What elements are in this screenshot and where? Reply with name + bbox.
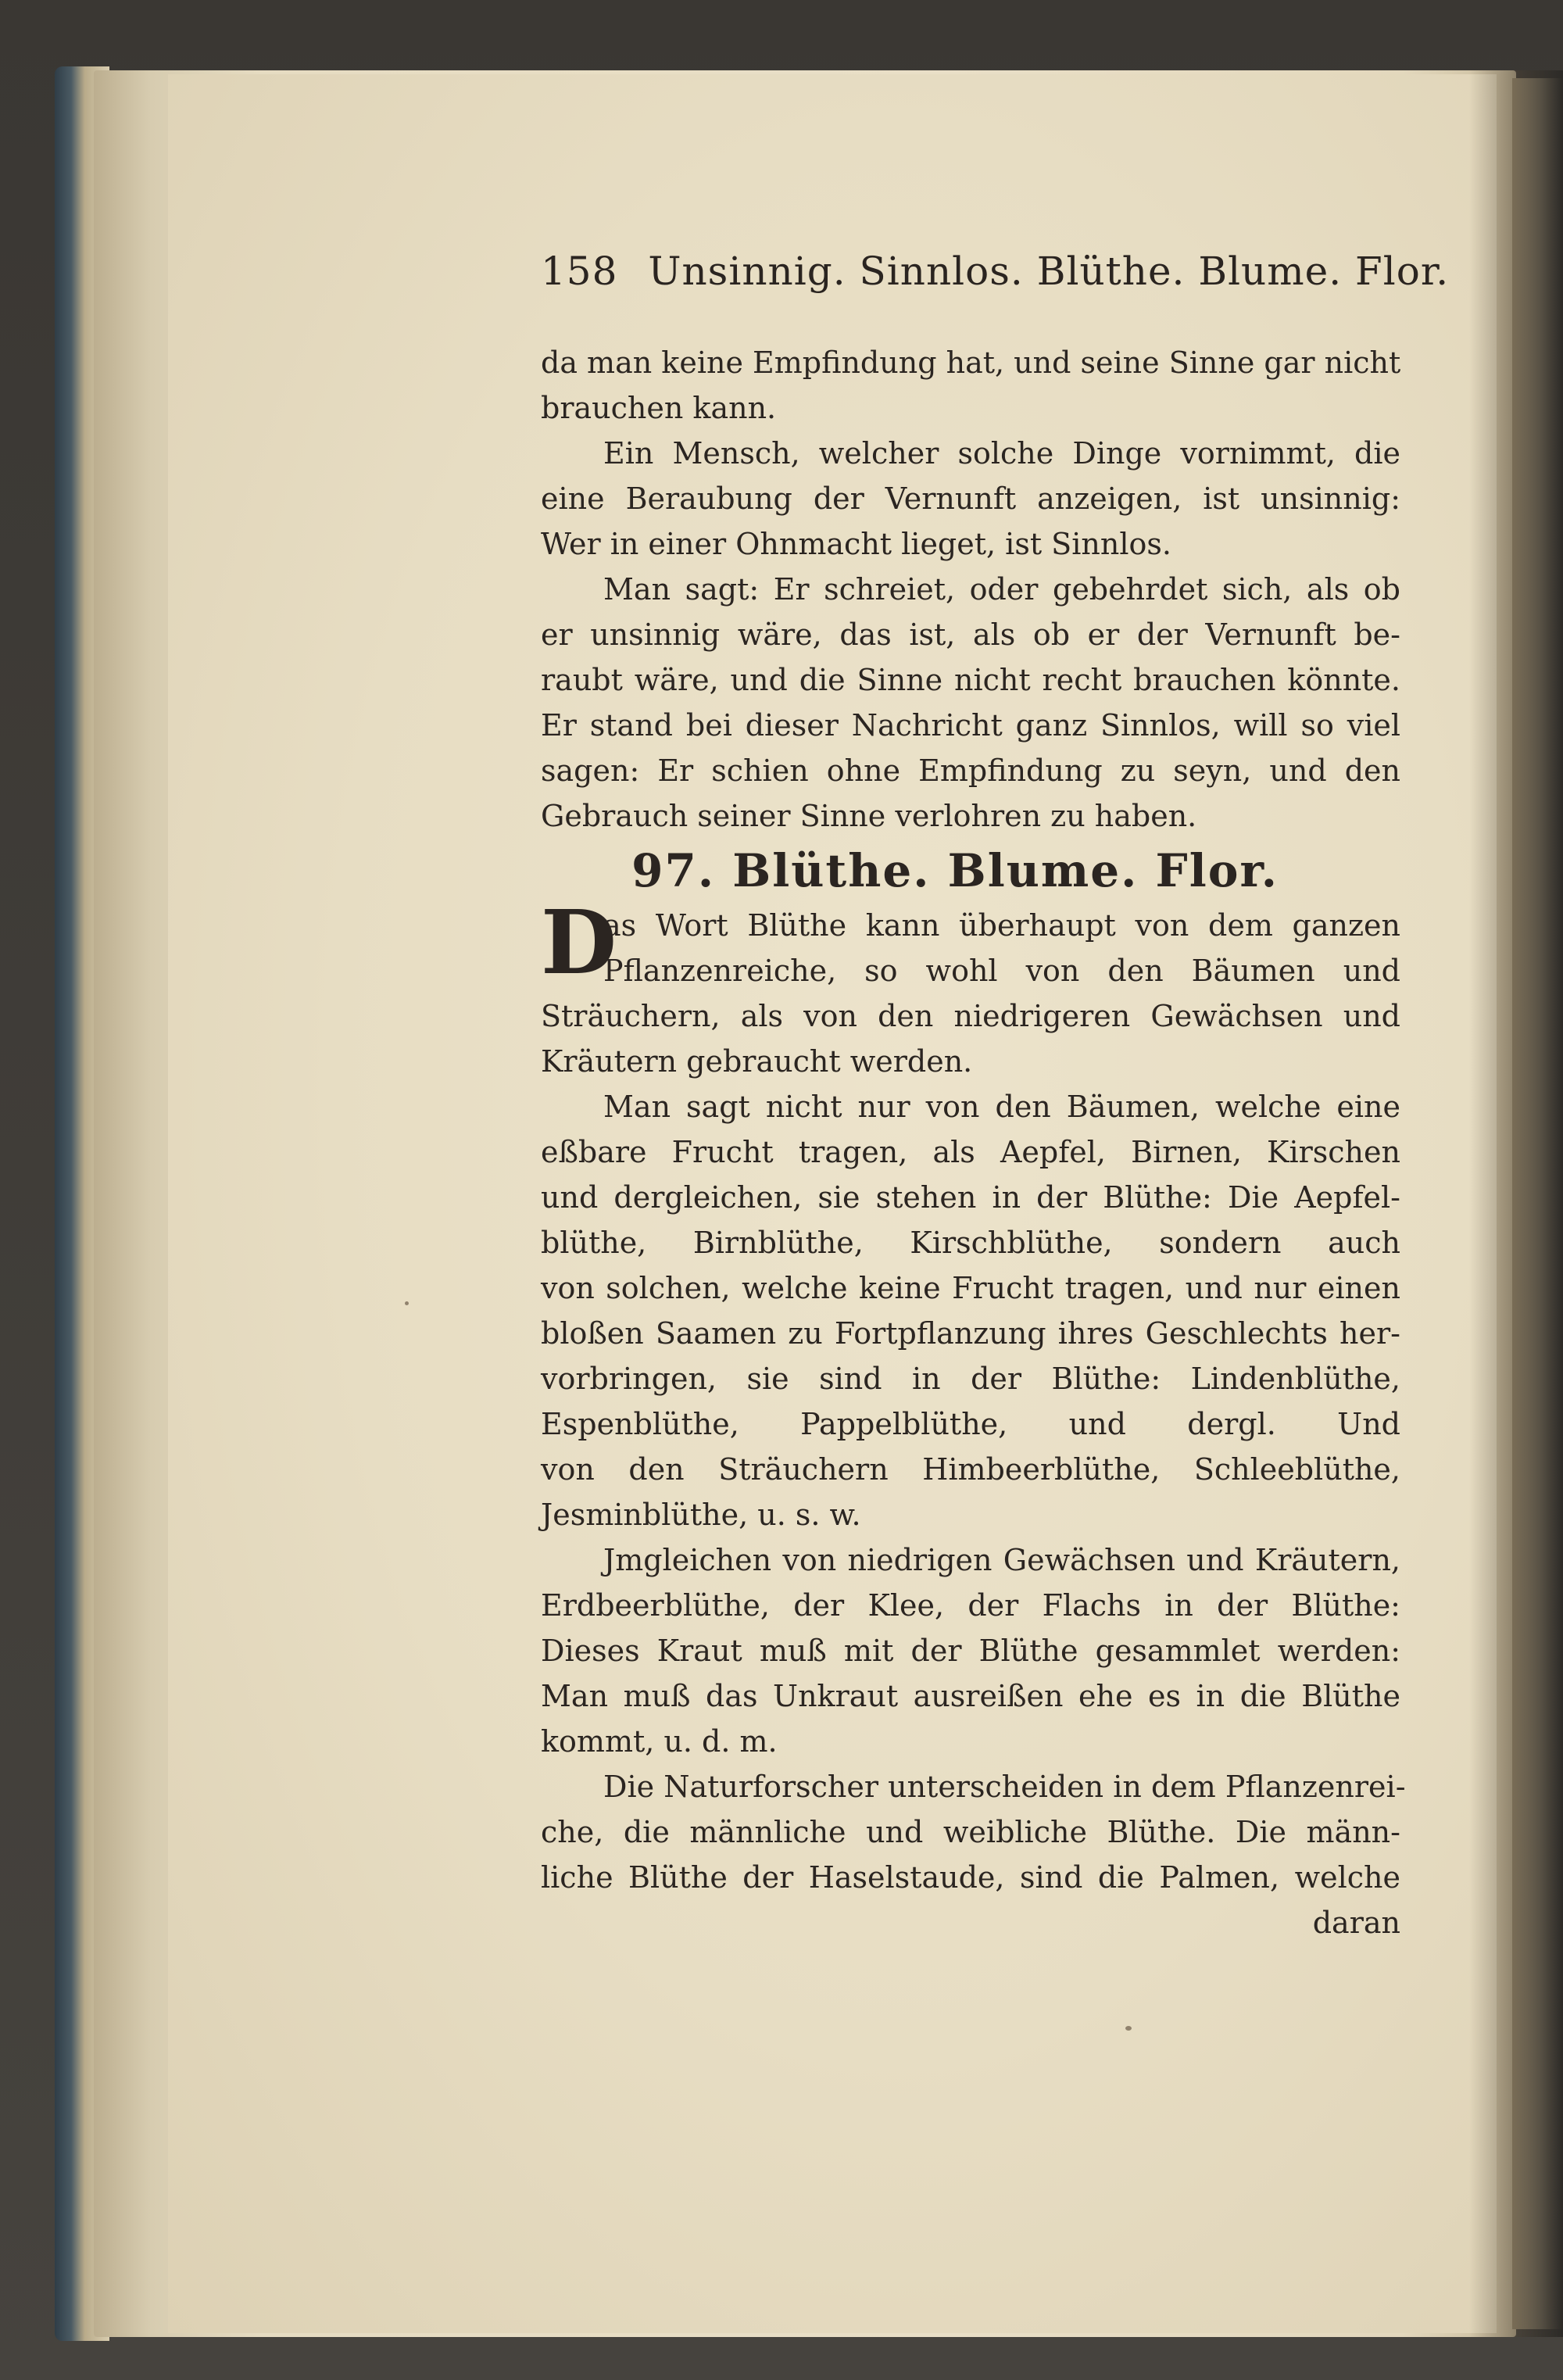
text-line: che, die männliche und weibliche Blüthe. Die männ- <box>541 1815 1400 1849</box>
text-line: Man sagt nicht nur von den Bäumen, welche eine <box>603 1090 1400 1124</box>
page-body <box>541 340 1406 1945</box>
text-line: blüthe, Birnblüthe, Kirschblüthe, sondern auch <box>541 1226 1400 1260</box>
text-line: liche Blüthe der Haselstaude, sind die Palmen, welche <box>541 1860 1400 1895</box>
paper-speck <box>1125 2026 1132 2031</box>
text-line: bloßen Saamen zu Fortpflanzung ihres Geschlechts her- <box>541 1316 1400 1351</box>
section-opening <box>541 892 1400 994</box>
text-line: as Wort Blüthe kann überhaupt von dem ganzen <box>603 908 1400 943</box>
text-line: eßbare Frucht tragen, als Aepfel, Birnen, Kirschen <box>541 1135 1400 1169</box>
text-line: Erdbeerblüthe, der Klee, der Flachs in der Blüthe: <box>541 1588 1400 1623</box>
text-line: von den Sträuchern Himbeerblüthe, Schleeblüthe, <box>541 1452 1400 1487</box>
text-line: Dieses Kraut muß mit der Blüthe gesammlet werden: <box>541 1634 1400 1668</box>
gutter-shadow <box>1469 70 1563 2337</box>
text-line: vorbringen, sie sind in der Blüthe: Lindenblüthe, <box>541 1362 1400 1396</box>
text-line: sagen: Er schien ohne Empfindung zu seyn, und den <box>541 753 1400 788</box>
text-line: Ein Mensch, welcher solche Dinge vornimmt, die <box>603 436 1400 471</box>
drop-cap-initial: D <box>541 892 617 994</box>
text-line: von solchen, welche keine Frucht tragen, und nur einen <box>541 1271 1400 1305</box>
text-line: Sträuchern, als von den niedrigeren Gewächsen und <box>541 999 1400 1033</box>
text-line: und dergleichen, sie stehen in der Blüthe: Die Aepfel- <box>541 1180 1400 1215</box>
catchword: daran <box>1312 1906 1400 1940</box>
text-line: er unsinnig wäre, das ist, als ob er der Vernunft be- <box>541 617 1400 652</box>
text-line: Pflanzenreiche, so wohl von den Bäumen und <box>603 954 1400 988</box>
text-line: Jesminblüthe, u. s. w. <box>541 1498 861 1532</box>
text-line: Gebrauch seiner Sinne verlohren zu haben. <box>541 799 1197 833</box>
text-line: Man sagt: Er schreiet, oder gebehrdet sich, als ob <box>603 572 1400 607</box>
section-title: 97. Blüthe. Blume. Flor. <box>631 844 1279 897</box>
page-header <box>541 249 1450 303</box>
text-line: brauchen kann. <box>541 391 777 425</box>
text-line: Kräutern gebraucht werden. <box>541 1044 973 1079</box>
running-title: Unsinnig. Sinnlos. Blüthe. Blume. Flor. <box>648 249 1450 294</box>
text-line: Man muß das Unkraut ausreißen ehe es in die Blüthe <box>541 1679 1400 1713</box>
text-line: Jmgleichen von niedrigen Gewächsen und Kräutern, <box>603 1543 1400 1577</box>
text-line: Er stand bei dieser Nachricht ganz Sinnlos, will so viel <box>541 708 1400 743</box>
text-line: eine Beraubung der Vernunft anzeigen, ist unsinnig: <box>541 481 1400 516</box>
text-line: raubt wäre, und die Sinne nicht recht brauchen könnte. <box>541 663 1400 697</box>
text-line: da man keine Empfindung hat, und seine Sinne gar nicht <box>541 345 1401 380</box>
text-line: Wer in einer Ohnmacht lieget, ist Sinnlos. <box>541 527 1171 561</box>
page-number: 158 <box>541 249 618 294</box>
text-line: Die Naturforscher unterscheiden in dem Pflanzenrei- <box>603 1770 1406 1804</box>
paper-speck <box>405 1301 409 1305</box>
text-line: Espenblüthe, Pappelblüthe, und dergl. Und <box>541 1407 1400 1441</box>
text-line: kommt, u. d. m. <box>541 1724 778 1759</box>
